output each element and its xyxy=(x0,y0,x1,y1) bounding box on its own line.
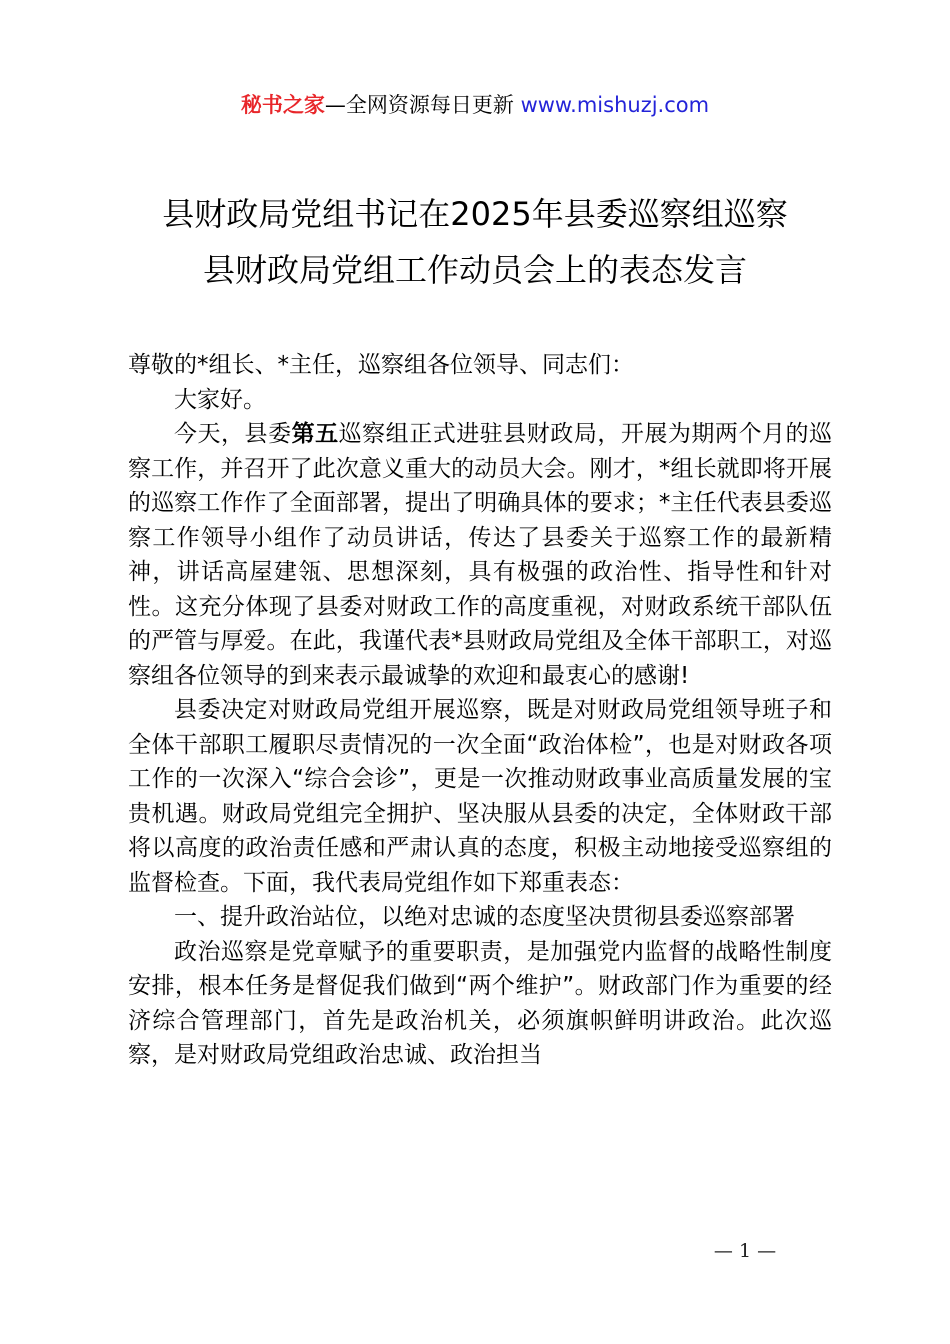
paragraph-1-start: 今天，县委 xyxy=(174,421,292,447)
document-title xyxy=(0,186,950,298)
site-header xyxy=(0,90,950,120)
paragraph-1-rest: 巡察组正式进驻县财政局，开展为期两个月的巡察工作，并召开了此次意义重大的动员大会。刚才，*组长就即将开展的巡察工作作了全面部署，提出了明确具体的要求；*主任代表县委巡察工作领导小组作了动员讲话，传达了县委关于巡察工作的最新精神，讲话高屋建瓴、思想深刻，具有极强的政治性、指导性和针对性。这充分体现了县委对财政工作的高度重视，对财政系统干部队伍的严管与厚爱。在此，我谨代表*县财政局党组及全体干部职工，对巡察组各位领导的到来表示最诚挚的欢迎和最衷心的感谢! xyxy=(128,421,833,689)
paragraph-3: 政治巡察是党章赋予的重要职责，是加强党内监督的战略性制度安排，根本任务是督促我们做到“两个维护”。财政部门作为重要的经济综合管理部门，首先是政治机关，必须旗帜鲜明讲政治。此次巡察，是对财政局党组政治忠诚、政治担当 xyxy=(128,938,832,1068)
greeting: 大家好。 xyxy=(174,386,266,413)
title-line-1: 县财政局党组书记在2025年县委巡察组巡察 xyxy=(162,195,788,233)
paragraph-1-bold: 第五 xyxy=(291,421,339,447)
title-line-2: 县财政局党组工作动员会上的表态发言 xyxy=(202,251,747,289)
paragraph-2: 县委决定对财政局党组开展巡察，既是对财政局党组领导班子和全体干部职工履职尽责情况的一次全面“政治体检”，也是对财政各项工作的一次深入“综合会诊”，更是一次推动财政事业高质量发展的宝贵机遇。财政局党组完全拥护、坚决服从县委的决定，全体财政干部将以高度的政治责任感和严肃认真的态度，积极主动地接受巡察组的监督检查。下面，我代表局党组作如下郑重表态： xyxy=(128,697,832,896)
brand-name: 秘书之家 xyxy=(240,93,325,117)
section-heading-1: 一、提升政治站位，以绝对忠诚的态度坚决贯彻县委巡察部署 xyxy=(174,904,795,930)
document-body xyxy=(128,348,832,1073)
page-number: — 1 — xyxy=(713,1240,777,1262)
site-url-link[interactable]: www.mishuzj.com xyxy=(520,93,710,117)
header-slogan: —全网资源每日更新 xyxy=(324,93,521,117)
salutation: 尊敬的*组长、*主任，巡察组各位领导、同志们： xyxy=(128,352,634,378)
paragraph-1 xyxy=(128,417,832,693)
